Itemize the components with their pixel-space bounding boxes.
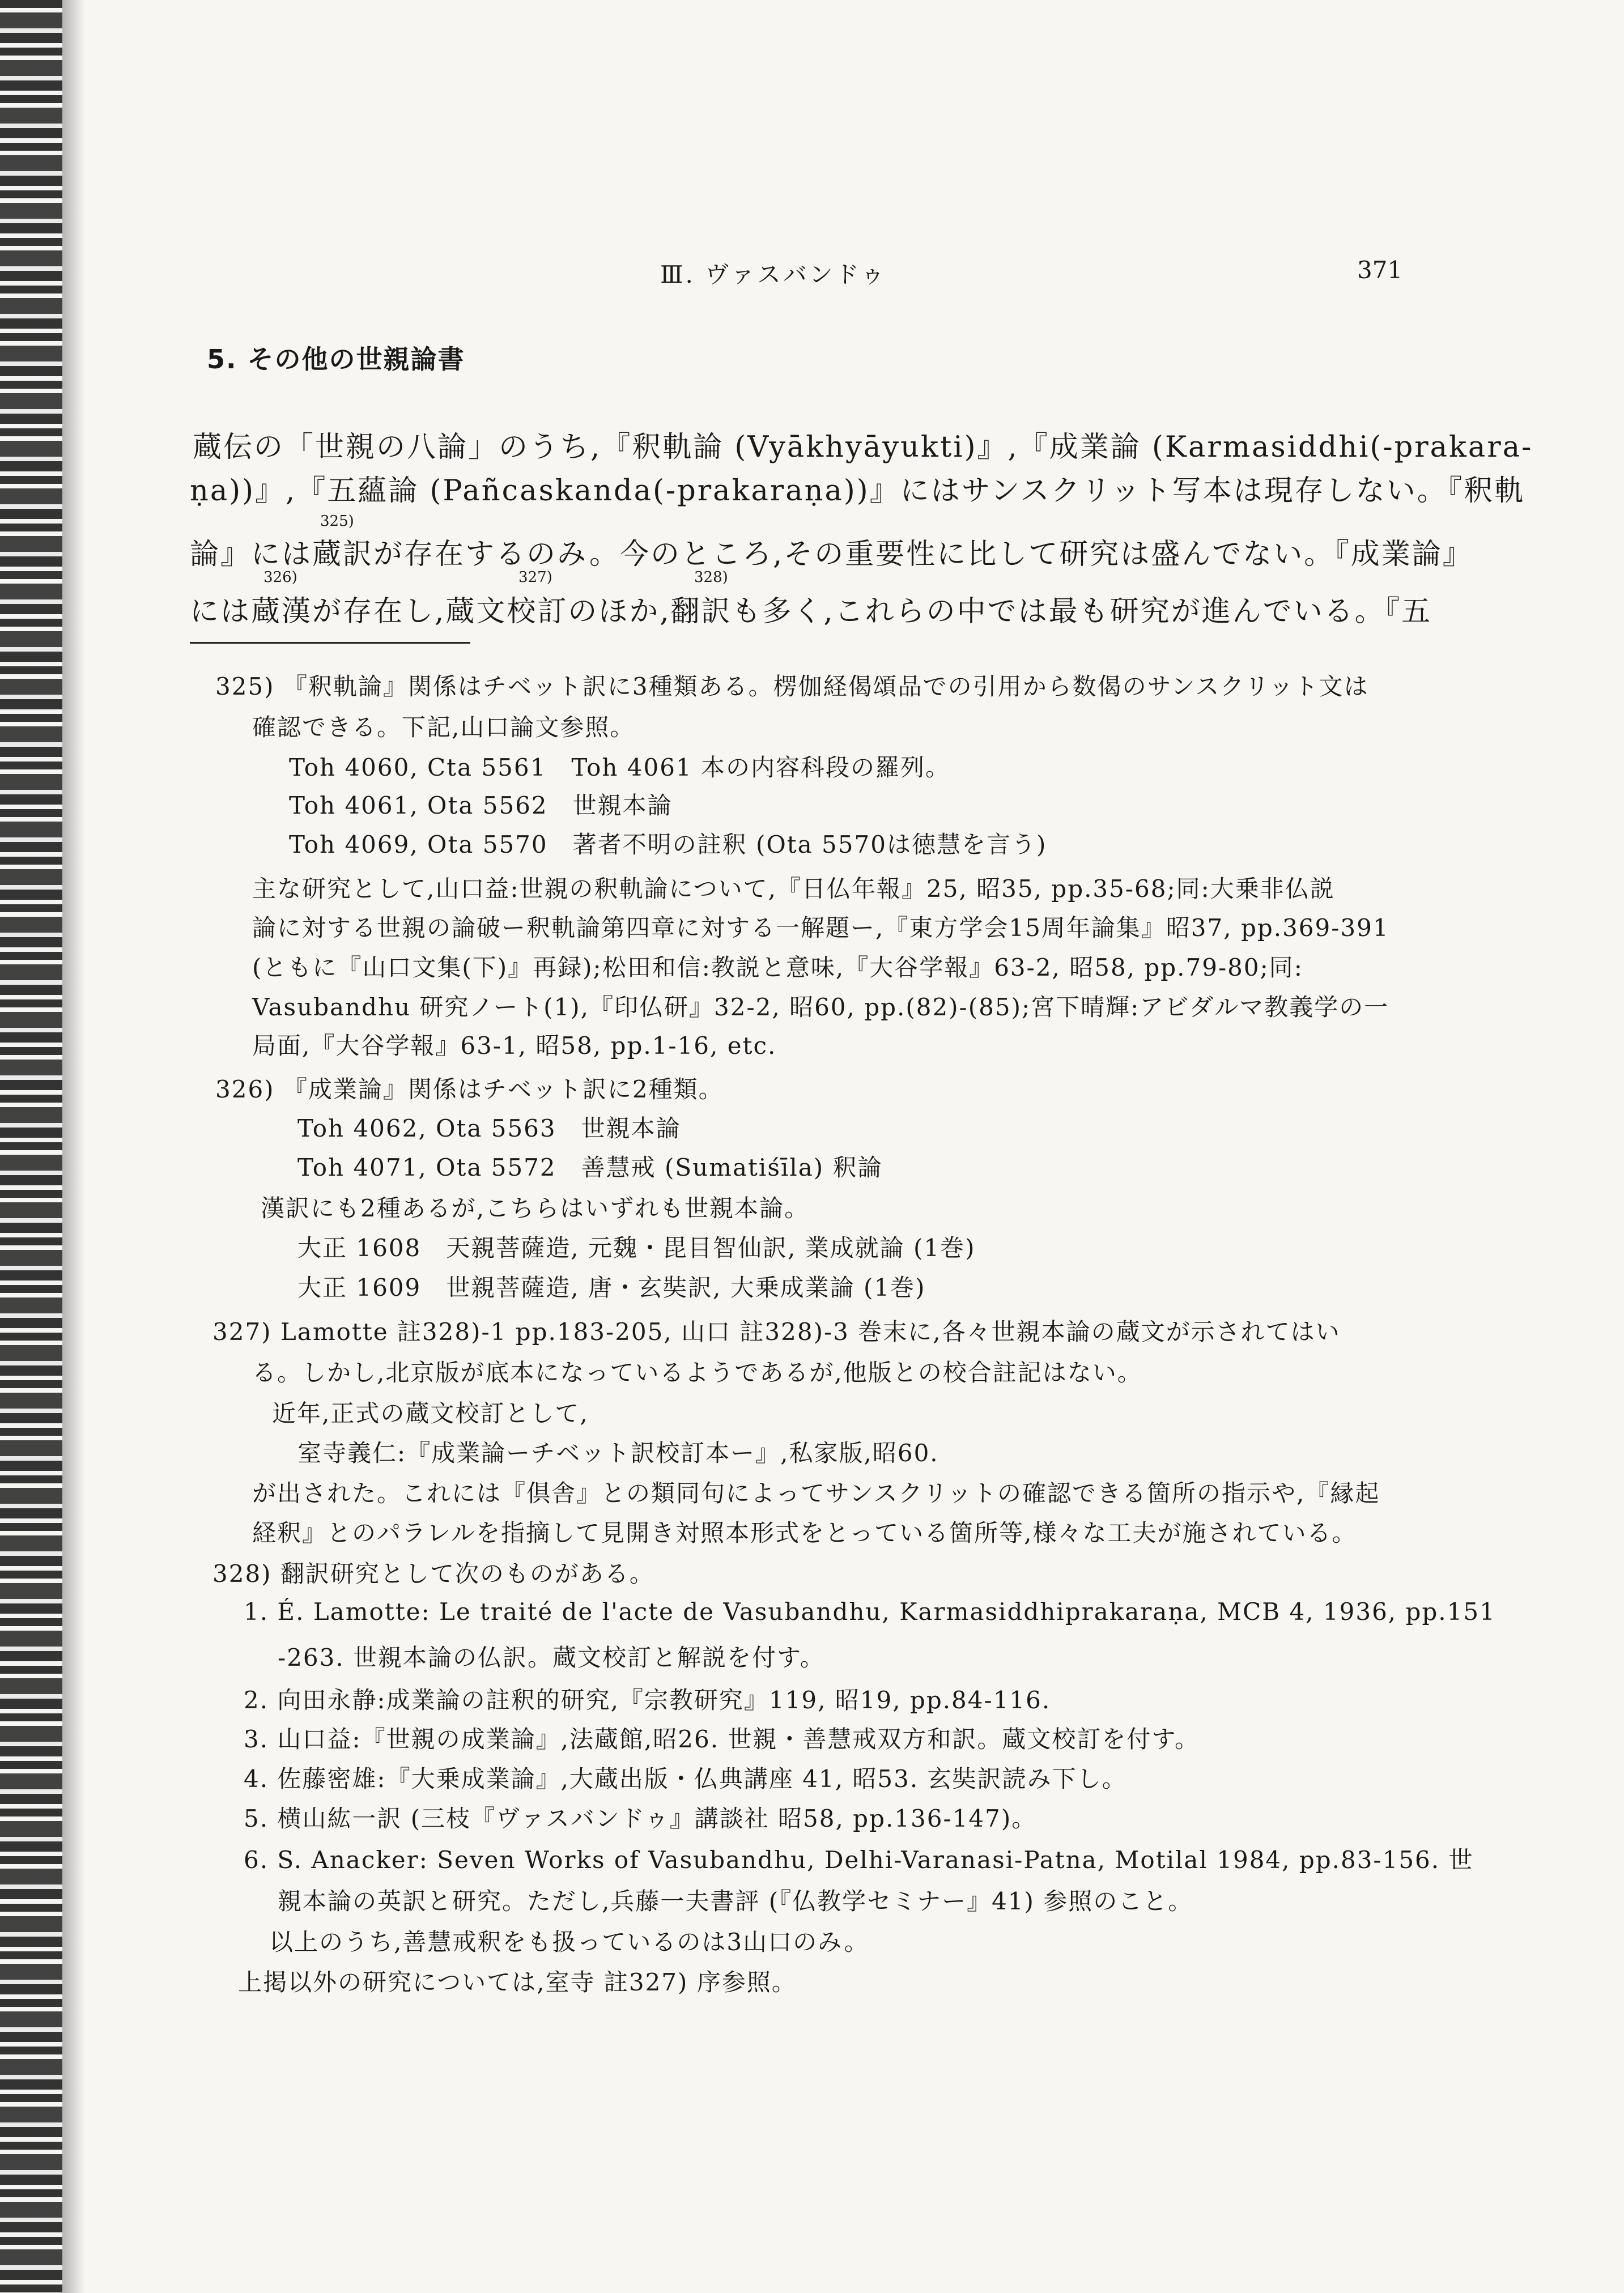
footnote-ref-326: 326) xyxy=(263,569,297,586)
scan-binding-edge xyxy=(62,0,85,2293)
footnote-328-item-1-cont: -263. 世親本論の仏訳。蔵文校訂と解説を付す。 xyxy=(278,1644,825,1671)
footnote-326-line-1: 326) 『成業論』関係はチベット訳に2種類。 xyxy=(215,1075,724,1103)
footnote-327-line-4: 室寺義仁:『成業論ーチベット訳校訂本ー』,私家版,昭60. xyxy=(297,1439,939,1467)
footnote-ref-325: 325) xyxy=(320,513,354,530)
footnote-rule xyxy=(190,642,470,644)
body-line-1: 蔵伝の「世親の八論」のうち,『釈軌論 (Vyākhyāyukti)』,『成業論 (Karmasiddhi(-prakara- xyxy=(193,431,1533,464)
footnote-328-item-2: 2. 向田永静:成業論の註釈的研究,『宗教研究』119, 昭19, pp.84-116. xyxy=(244,1686,1051,1714)
footnote-325-line-4: 論に対する世親の論破ー釈軌論第四章に対する一解題ー,『東方学会15周年論集』昭37, pp.369-391 xyxy=(252,914,1389,942)
footnote-325-list-2: Toh 4061, Ota 5562 世親本論 xyxy=(289,792,673,819)
running-header: Ⅲ. ヴァスバンドゥ xyxy=(660,261,887,288)
footnote-328-item-4: 4. 佐藤密雄:『大乗成業論』,大蔵出版・仏典講座 41, 昭53. 玄奘訳読み下し。 xyxy=(244,1765,1127,1793)
footnote-ref-328: 328) xyxy=(694,569,728,586)
body-line-3: 論』には蔵訳が存在するのみ。今のところ,その重要性に比して研究は盛んでない。『成業論』 xyxy=(190,538,1473,571)
footnote-325-line-3: 主な研究として,山口益:世親の釈軌論について,『日仏年報』25, 昭35, pp.35-68;同:大乗非仏説 xyxy=(252,875,1335,903)
footnote-325-line-1: 325) 『釈軌論』関係はチベット訳に3種類ある。楞伽経偈頌品での引用から数偈のサンスクリット文は xyxy=(215,673,1369,700)
footnote-328-summary: 以上のうち,善慧戒釈をも扱っているのは3山口のみ。 xyxy=(269,1928,869,1956)
scan-binding-shadow xyxy=(0,0,62,2293)
footnote-327-line-2: る。しかし,北京版が底本になっているようであるが,他版との校合註記はない。 xyxy=(252,1359,1142,1386)
footnote-325-list-3: Toh 4069, Ota 5570 著者不明の註釈 (Ota 5570は徳慧を言う) xyxy=(289,831,1047,858)
footnote-326-list-2: Toh 4071, Ota 5572 善慧戒 (Sumatiśīla) 釈論 xyxy=(297,1154,883,1181)
footnote-326-list-4: 大正 1609 世親菩薩造, 唐・玄奘訳, 大乗成業論 (1巻) xyxy=(297,1274,926,1301)
footnote-ref-327: 327) xyxy=(518,569,552,586)
body-line-4: には蔵漢が存在し,蔵文校訂のほか,翻訳も多く,これらの中では最も研究が進んでいる。『五 xyxy=(190,595,1432,628)
footnote-326-list-1: Toh 4062, Ota 5563 世親本論 xyxy=(297,1114,681,1142)
footnote-328-item-6-cont: 親本論の英訳と研究。ただし,兵藤一夫書評 (『仏教学セミナー』41) 参照のこと。 xyxy=(278,1887,1193,1915)
footnote-328-item-3: 3. 山口益:『世親の成業論』,法蔵館,昭26. 世親・善慧戒双方和訳。蔵文校訂を付す。 xyxy=(244,1725,1200,1753)
footnote-328-item-6: 6. S. Anacker: Seven Works of Vasubandhu, Delhi-Varanasi-Patna, Motilal 1984, pp.83-156. 世 xyxy=(244,1846,1474,1874)
footnote-326-line-2: 漢訳にも2種あるが,こちらはいずれも世親本論。 xyxy=(261,1194,810,1222)
footnote-328-item-5: 5. 横山紘一訳 (三枝『ヴァスバンドゥ』講談社 昭58, pp.136-147)。 xyxy=(244,1805,1037,1832)
footnote-325-line-7: 局面,『大谷学報』63-1, 昭58, pp.1-16, etc. xyxy=(252,1032,777,1060)
footnote-328-item-1: 1. É. Lamotte: Le traité de l'acte de Vasubandhu, Karmasiddhiprakaraṇa, MCB 4, 1936, pp.151 xyxy=(244,1598,1496,1626)
footnote-325-line-5: (ともに『山口文集(下)』再録);松田和信:教説と意味,『大谷学報』63-2, 昭58, pp.79-80;同: xyxy=(252,954,1303,981)
footnote-327-line-6: 経釈』とのパラレルを指摘して見開き対照本形式をとっている箇所等,様々な工夫が施されている。 xyxy=(252,1519,1357,1547)
page-number: 371 xyxy=(1357,256,1403,284)
footnote-325-list-1: Toh 4060, Cta 5561 Toh 4061 本の内容科段の羅列。 xyxy=(289,754,950,781)
footnote-327-line-1: 327) Lamotte 註328)-1 pp.183-205, 山口 註328)-3 巻末に,各々世親本論の蔵文が示されてはい xyxy=(212,1318,1341,1346)
footnote-325-line-2: 確認できる。下記,山口論文参照。 xyxy=(252,713,635,741)
footnote-327-line-3: 近年,正式の蔵文校訂として, xyxy=(272,1399,589,1427)
footnote-328-line-1: 328) 翻訳研究として次のものがある。 xyxy=(212,1560,654,1588)
footnote-327-line-5: が出された。これには『倶舎』との類同句によってサンスクリットの確認できる箇所の指示や,『縁起 xyxy=(252,1479,1380,1507)
section-title: 5. その他の世親論書 xyxy=(207,344,465,375)
footnote-325-line-6: Vasubandhu 研究ノート(1),『印仏研』32-2, 昭60, pp.(82)-(85);宮下晴輝:アビダルマ教義学の一 xyxy=(252,993,1389,1021)
footnote-328-closing: 上掲以外の研究については,室寺 註327) 序参照。 xyxy=(238,1968,797,1996)
body-line-2: ṇa))』,『五蘊論 (Pañcaskanda(-prakaraṇa))』にはサンスクリット写本は現存しない。『釈軌 xyxy=(190,474,1525,508)
footnote-326-list-3: 大正 1608 天親菩薩造, 元魏・毘目智仙訳, 業成就論 (1巻) xyxy=(297,1234,976,1262)
